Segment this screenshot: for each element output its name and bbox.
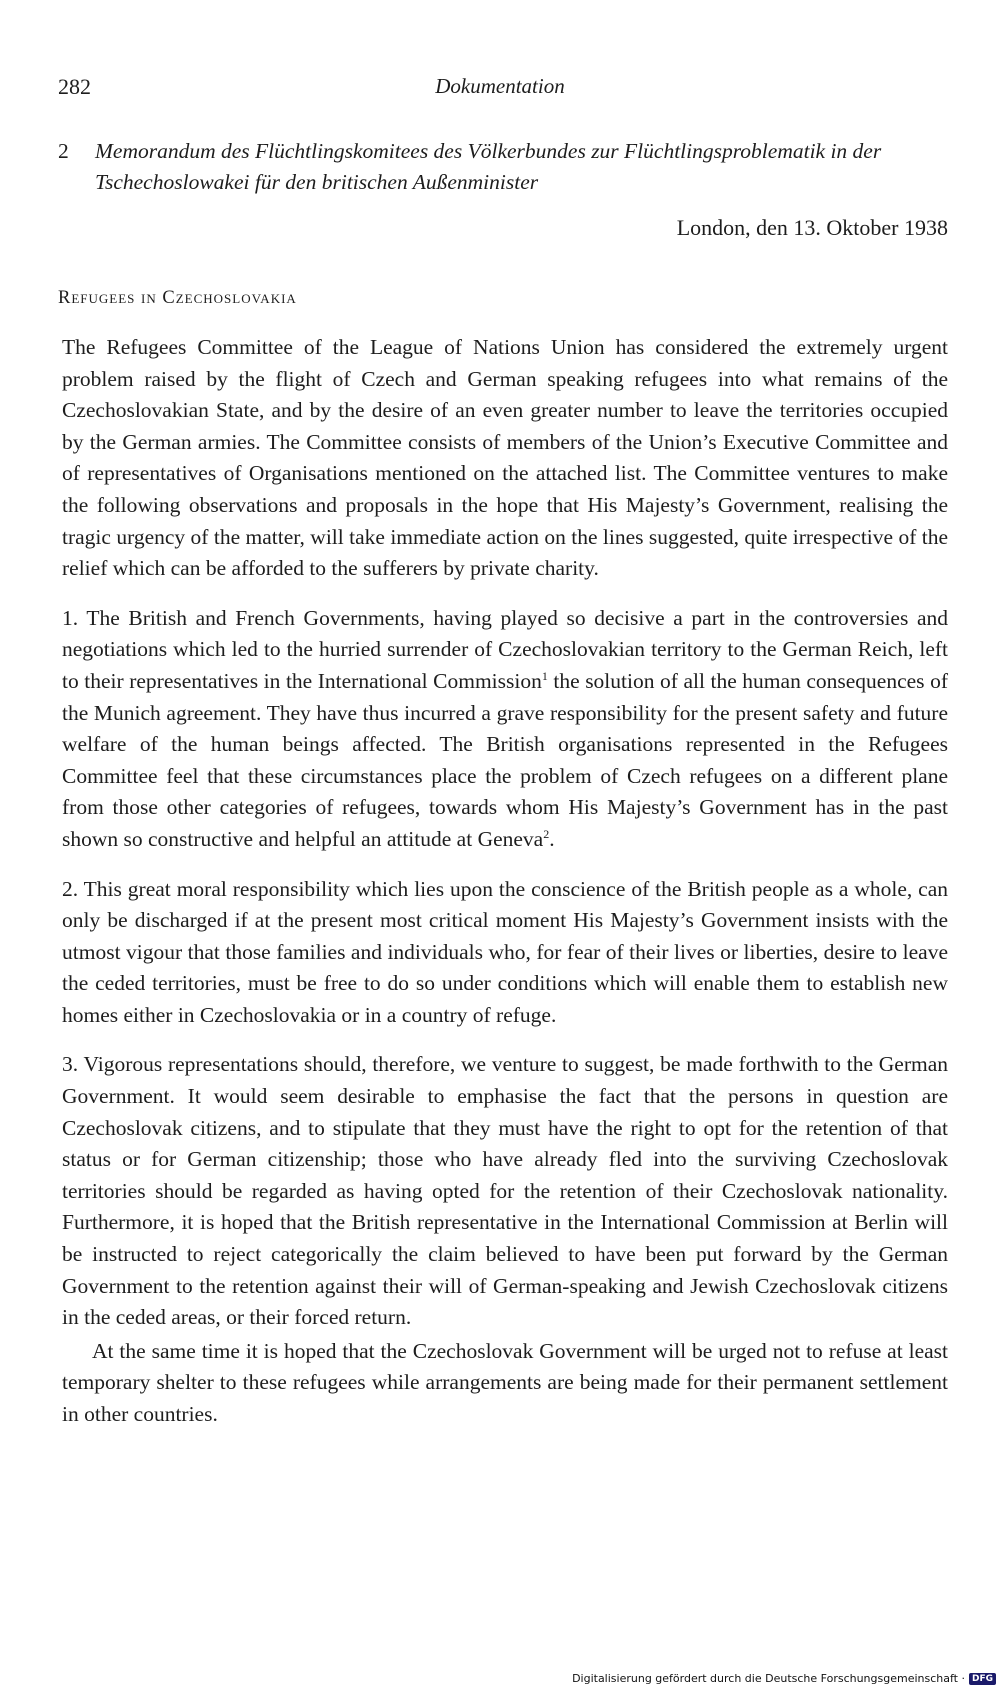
dfg-logo: DFG <box>969 1673 996 1685</box>
paragraph-1-part-b: the solution of all the human consequences of the Munich agreement. They have thus incurred a grave responsibility for the present safety and future welfare of the human beings affected. The British organisations represented in the Refugees Committee feel that these circumstances place the problem of Czech refugees on a different plane from those other categories of refugees, towards whom His Majesty’s Government has in the past shown so constructive and helpful an attitude at Geneva <box>62 668 948 851</box>
running-head: Dokumentation <box>435 74 565 98</box>
digitization-credit <box>572 1672 996 1685</box>
credit-text: Digitalisierung gefördert durch die Deutsche Forschungsgemeinschaft · <box>572 1672 965 1685</box>
document-number: 2 <box>58 139 69 163</box>
paragraph-1 <box>62 603 948 856</box>
body-text <box>62 332 948 1449</box>
paragraph-2: 2. This great moral responsibility which lies upon the conscience of the British people as a whole, can only be discharged if at the present most critical moment His Majesty’s Government insists with the utmost vigour that those families and individuals who, for fear of their lives or liberties, desire to leave the ceded territories, must be free to do so under conditions which will enable them to establish new homes either in Czechoslovakia or in a country of refuge. <box>62 876 948 1027</box>
page-number: 282 <box>58 74 91 99</box>
paragraph-1-part-c: . <box>549 826 555 851</box>
dateline: London, den 13. Oktober 1938 <box>676 215 948 240</box>
paragraph-3: 3. Vigorous representations should, therefore, we venture to suggest, be made forthwith to the German Government. It would seem desirable to emphasise the fact that the persons in question are Czechoslovak citizens, and to stipulate that they must have the right to opt for the retention of that status or for German citizenship; those who have already fled into the surviving Czechoslovak territories should be regarded as having opted for the retention of their Czechoslovak nationality. Furthermore, it is hoped that the British representative in the International Commission at Berlin will be instructed to reject categorically the claim believed to have been put forward by the German Government to the retention against their will of German-speaking and Jewish Czechoslovak citizens in the ceded areas, or their forced return. <box>62 1052 948 1330</box>
footnote-ref-1: 1 <box>541 668 548 683</box>
document-title: Memorandum des Flüchtlingskomitees des Völkerbundes zur Flüchtlingsproblematik in der Tschechoslowakei für den britischen Außenminister <box>95 139 882 194</box>
document-heading <box>58 136 948 198</box>
paragraph-4: At the same time it is hoped that the Czechoslovak Government will be urged not to refuse at least temporary shelter to these refugees while arrangements are being made for their permanent settlement in other countries. <box>62 1338 948 1426</box>
section-title: Refugees in Czechoslovakia <box>58 288 297 308</box>
intro-paragraph: The Refugees Committee of the League of Nations Union has considered the extremely urgent problem raised by the flight of Czech and German speaking refugees into what remains of the Czechoslovakian State, and by the desire of an even greater number to leave the territories occupied by the German armies. The Committee consists of members of the Union’s Executive Committee and of representatives of Organisations mentioned on the attached list. The Committee ventures to make the following observations and proposals in the hope that His Majesty’s Government, realising the tragic urgency of the matter, will take immediate action on the lines suggested, quite irrespective of the relief which can be afforded to the sufferers by private charity. <box>62 335 948 581</box>
paragraph-1-part-a: 1. The British and French Governments, having played so decisive a part in the controversies and negotiations which led to the hurried surrender of Czechoslovakian territory to the German Reich, left to their representatives in the International Commission <box>62 605 948 693</box>
footnote-ref-2: 2 <box>543 826 550 841</box>
